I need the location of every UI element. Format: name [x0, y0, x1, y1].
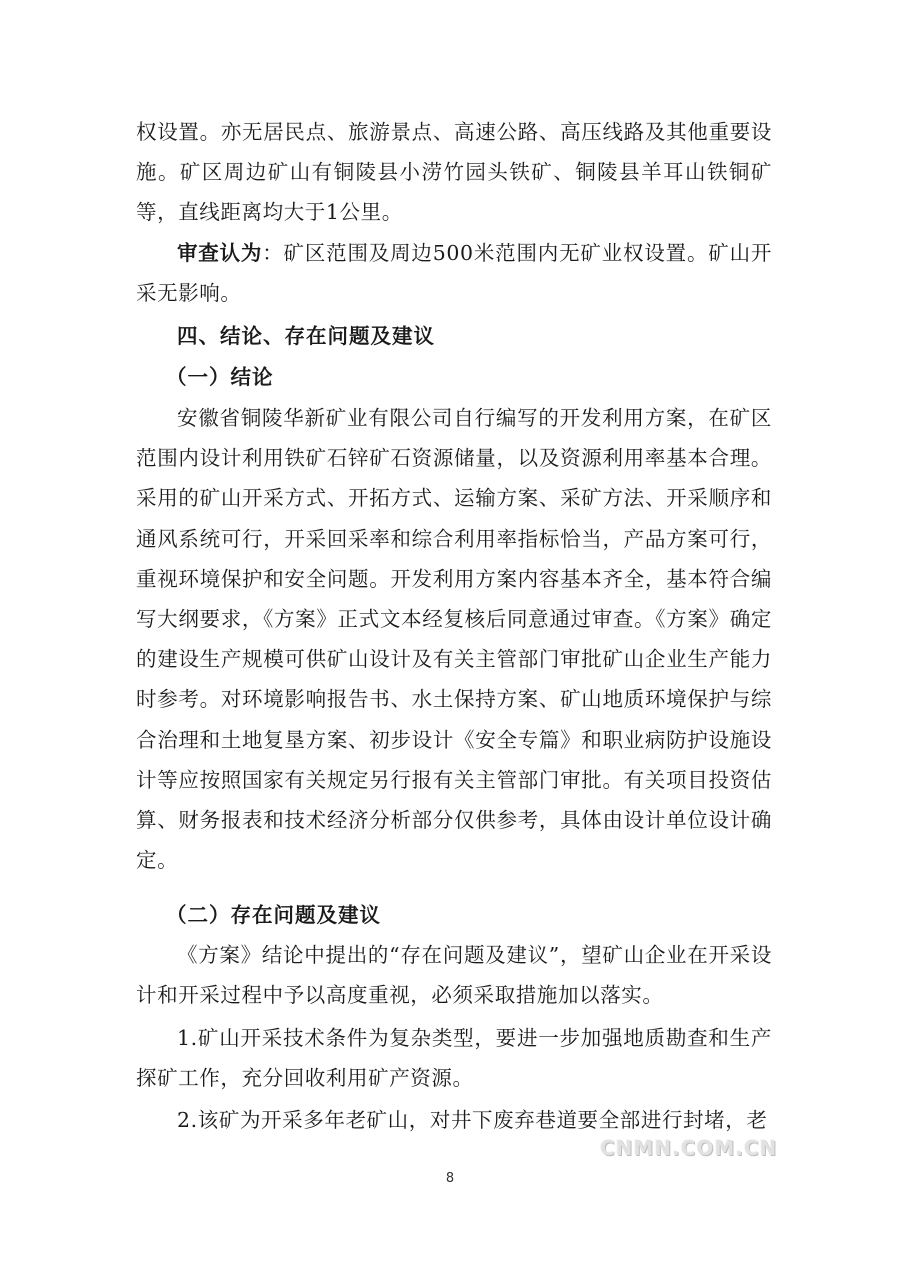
- paragraph-item-2: 2.该矿为开采多年老矿山，对井下废弃巷道要全部进行封堵，老: [177, 1108, 768, 1132]
- subsection-heading-conclusion: （一）结论: [166, 365, 274, 389]
- section-heading-conclusions: 四、结论、存在问题及建议: [177, 324, 435, 348]
- paragraph-problems-intro: 《方案》结论中提出的“存在问题及建议”，望矿山企业在开采设计和开采过程中予以高度重视，必须采取措施加以落实。: [136, 943, 772, 1008]
- review-text: ：矿区范围及周边500米范围内无矿业权设置。矿山开采无影响。: [136, 241, 772, 306]
- paragraph-surroundings: 权设置。亦无居民点、旅游景点、高速公路、高压线路及其他重要设施。矿区周边矿山有铜陵县小涝竹园头铁矿、铜陵县羊耳山铁铜矿等，直线距离均大于1公里。: [136, 120, 772, 225]
- site-watermark: CNMN.COM.CN: [600, 1136, 778, 1160]
- review-label: 审查认为: [177, 241, 263, 265]
- page-number: 8: [445, 1171, 455, 1186]
- paragraph-item-1: 1.矿山开采技术条件为复杂类型，要进一步加强地质勘查和生产探矿工作，充分回收利用矿产资源。: [136, 1026, 772, 1091]
- paragraph-review-opinion: [136, 233, 772, 313]
- subsection-heading-problems: （二）存在问题及建议: [166, 903, 381, 927]
- paragraph-conclusion-body: 安徽省铜陵华新矿业有限公司自行编写的开发利用方案，在矿区范围内设计利用铁矿石锌矿石资源储量，以及资源利用率基本合理。采用的矿山开采方式、开拓方式、运输方案、采矿方法、开采顺序和通风系统可行，开采回采率和综合利用率指标恰当，产品方案可行，重视环境保护和安全问题。开发利用方案内容基本齐全，基本符合编写大纲要求，《方案》正式文本经复核后同意通过审查。《方案》确定的建设生产规模可供矿山设计及有关主管部门审批矿山企业生产能力时参考。对环境影响报告书、水土保持方案、矿山地质环境保护与综合治理和土地复垦方案、初步设计《安全专篇》和职业病防护设施设计等应按照国家有关规定另行报有关主管部门审批。有关项目投资估算、财务报表和技术经济分析部分仅供参考，具体由设计单位设计确定。: [136, 406, 772, 873]
